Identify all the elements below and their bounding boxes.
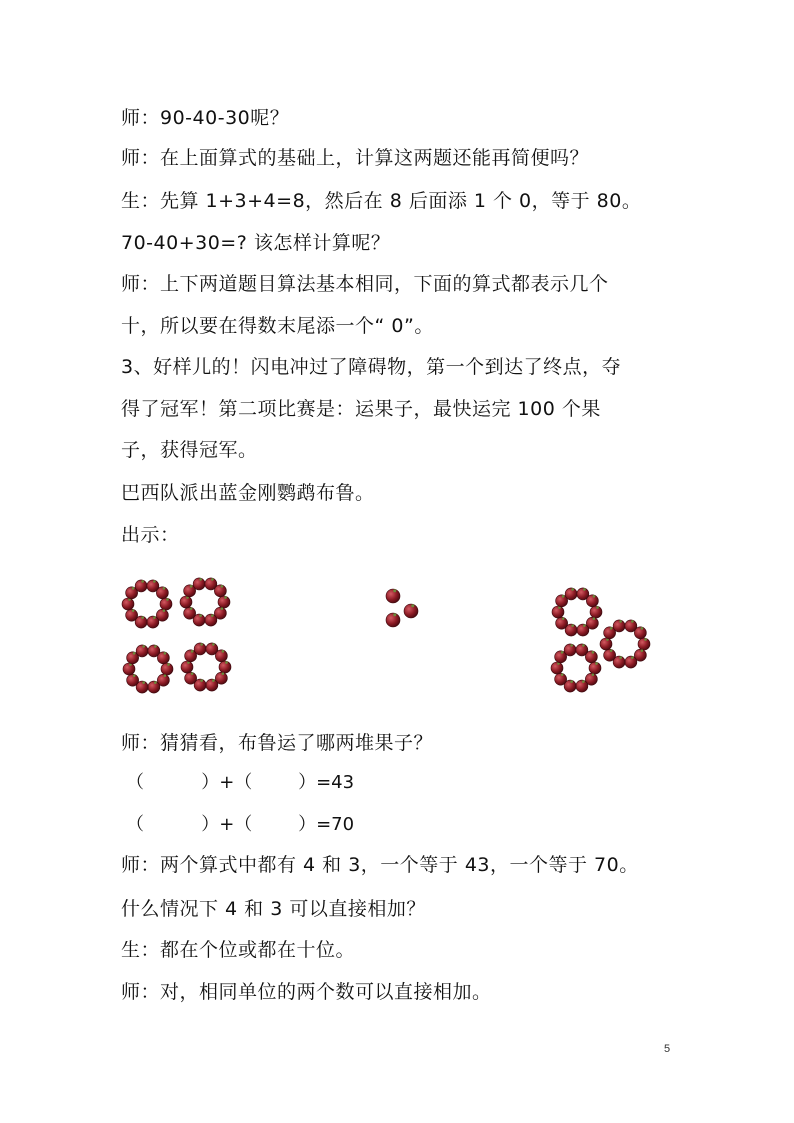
single-berry-2-stem — [411, 604, 414, 607]
ring-b-2-berry — [634, 627, 646, 639]
ring-b-1-berry — [590, 606, 602, 618]
ring-b-3-berry-stem — [561, 673, 564, 676]
ring-3-berry-stem — [164, 674, 167, 677]
ring-1-berry — [122, 598, 134, 610]
ring-2-berry-stem — [190, 585, 193, 588]
formula-70: （ ）+（ ）=70 — [126, 814, 355, 835]
text-line-13: 师：两个算式中都有 4 和 3，一个等于 43，一个等于 70。 — [121, 854, 639, 876]
ring-3 — [123, 645, 173, 693]
ring-2-berry — [205, 614, 217, 626]
ring-3-berry — [123, 663, 135, 675]
text-line-16: 师：对，相同单位的两个数可以直接相加。 — [121, 981, 492, 1003]
ring-b-3 — [551, 644, 601, 692]
ring-3-berry — [148, 681, 160, 693]
ring-1-berry-stem — [132, 609, 135, 612]
ring-b-1-berry-stem — [571, 588, 574, 591]
ring-4-berry — [181, 661, 193, 673]
ring-b-3-berry — [564, 644, 576, 656]
ring-b-1-berry-stem — [571, 624, 574, 627]
ring-b-1-berry — [565, 588, 577, 600]
text-line-2: 师：在上面算式的基础上，计算这两题还能再简便吗？ — [121, 147, 590, 169]
single-berry-1 — [386, 589, 400, 603]
text-line-8: 得了冠军！第二项比赛是：运果子，最快运完 100 个果 — [121, 398, 601, 420]
three-singles-group — [386, 589, 418, 627]
ring-4-berry-stem — [225, 661, 228, 664]
ring-b-2-berry-stem — [610, 649, 613, 652]
ring-1-berry — [160, 598, 172, 610]
ring-1-berry-stem — [153, 616, 156, 619]
ring-3-berry-stem — [154, 681, 157, 684]
ring-2-berry — [180, 596, 192, 608]
text-line-1: 师：90-40-30呢？ — [121, 107, 290, 129]
ring-1-berry-stem — [166, 598, 169, 601]
ring-4-berry-stem — [191, 650, 194, 653]
ring-3-berry-stem — [133, 652, 136, 655]
ring-b-3-berry — [576, 680, 588, 692]
ring-2-berry-stem — [221, 585, 224, 588]
text-line-12: 师：猜猜看，布鲁运了哪两堆果子？ — [121, 732, 434, 754]
ring-4-berry — [215, 650, 227, 662]
text-line-3: 生：先算 1+3+4=8，然后在 8 后面添 1 个 0，等于 80。 — [121, 190, 642, 212]
ring-b-2-berry-stem — [631, 656, 634, 659]
ring-4-berry-stem — [222, 650, 225, 653]
ring-b-2-berry-stem — [641, 649, 644, 652]
ring-b-1-berry-stem — [593, 595, 596, 598]
ring-4-berry-stem — [212, 643, 215, 646]
ring-b-2-berry-stem — [610, 627, 613, 630]
ring-2-berry — [214, 585, 226, 597]
ring-b-3-berry-stem — [592, 651, 595, 654]
ring-1-berry-stem — [153, 580, 156, 583]
ring-2-berry-stem — [211, 614, 214, 617]
ring-3-berry — [161, 663, 173, 675]
ring-2-berry — [218, 596, 230, 608]
fruit-piles-figure — [110, 572, 670, 712]
single-berry-3 — [386, 613, 400, 627]
ring-b-1-berry-stem — [562, 617, 565, 620]
ring-2-berry-stem — [224, 596, 227, 599]
ring-b-3-berry-stem — [561, 651, 564, 654]
ring-b-2-berry — [625, 656, 637, 668]
ring-2-berry-stem — [190, 607, 193, 610]
three-rings-group — [551, 588, 650, 692]
ring-b-3-berry-stem — [570, 680, 573, 683]
text-line-5: 师：上下两道题目算法基本相同，下面的算式都表示几个 — [121, 273, 609, 295]
ring-4-berry — [206, 679, 218, 691]
ring-b-2 — [600, 620, 650, 668]
ring-b-3-berry — [589, 662, 601, 674]
text-line-4: 70-40+30=? 该怎样计算呢？ — [121, 232, 391, 254]
ring-3-berry-stem — [142, 645, 145, 648]
ring-1-berry — [156, 587, 168, 599]
ring-1-berry-stem — [141, 616, 144, 619]
ring-b-3-berry — [585, 651, 597, 663]
ring-b-2-berry — [638, 638, 650, 650]
ring-b-3-berry-stem — [582, 644, 585, 647]
ring-b-2-berry — [613, 620, 625, 632]
ring-b-1-berry — [586, 595, 598, 607]
ring-b-2-berry-stem — [644, 638, 647, 641]
ring-4 — [181, 643, 231, 691]
ring-b-1-berry — [577, 624, 589, 636]
ring-3-berry-stem — [167, 663, 170, 666]
ring-4-berry-stem — [222, 672, 225, 675]
ring-b-1-berry-stem — [583, 624, 586, 627]
text-line-10: 巴西队派出蓝金刚鹦鹉布鲁。 — [121, 482, 375, 504]
ring-2-berry — [193, 578, 205, 590]
page-number: 5 — [664, 1043, 671, 1055]
formula-43: （ ）+（ ）=43 — [126, 772, 355, 793]
text-line-7: 3、好样儿的！闪电冲过了障碍物，第一个到达了终点，夺 — [121, 356, 622, 378]
ring-b-3-berry-stem — [592, 673, 595, 676]
text-line-9: 子，获得冠军。 — [121, 439, 258, 461]
ring-b-3-berry-stem — [570, 644, 573, 647]
ring-2-berry-stem — [221, 607, 224, 610]
ring-b-2-berry — [604, 649, 616, 661]
ring-4-berry — [185, 672, 197, 684]
text-line-11: 出示： — [121, 524, 180, 546]
ring-1-berry-stem — [163, 609, 166, 612]
ring-1-berry-stem — [163, 587, 166, 590]
ring-1-berry-stem — [141, 580, 144, 583]
ring-1-berry — [126, 609, 138, 621]
ring-b-1-berry — [552, 606, 564, 618]
text-line-6: 十，所以要在得数末尾添一个“ 0”。 — [121, 315, 434, 337]
ring-2-berry-stem — [199, 578, 202, 581]
ring-4-berry — [219, 661, 231, 673]
ring-b-1 — [552, 588, 602, 636]
ring-b-1-berry — [556, 617, 568, 629]
ring-1-berry-stem — [132, 587, 135, 590]
ring-b-1-berry-stem — [583, 588, 586, 591]
ring-2 — [180, 578, 230, 626]
ring-4-berry-stem — [212, 679, 215, 682]
ring-3-berry-stem — [133, 674, 136, 677]
ring-1-berry — [147, 616, 159, 628]
ring-b-2-berry-stem — [619, 656, 622, 659]
text-line-15: 生：都在个位或都在十位。 — [121, 939, 356, 961]
ring-3-berry — [127, 674, 139, 686]
ring-b-3-berry — [555, 673, 567, 685]
ring-4-berry-stem — [200, 679, 203, 682]
single-berry-2 — [404, 604, 418, 618]
text-line-14: 什么情况下 4 和 3 可以直接相加？ — [121, 898, 426, 920]
ring-b-3-berry — [551, 662, 563, 674]
single-berry-3-stem — [393, 613, 396, 616]
ring-4-berry — [194, 643, 206, 655]
ring-b-3-berry-stem — [582, 680, 585, 683]
ring-b-1-berry-stem — [562, 595, 565, 598]
four-rings-group — [122, 578, 231, 693]
single-berry-1-stem — [393, 589, 396, 592]
ring-1-berry — [135, 580, 147, 592]
ring-3-berry-stem — [164, 652, 167, 655]
ring-1 — [122, 580, 172, 628]
ring-b-2-berry-stem — [641, 627, 644, 630]
ring-4-berry-stem — [191, 672, 194, 675]
ring-b-2-berry-stem — [619, 620, 622, 623]
ring-2-berry-stem — [211, 578, 214, 581]
ring-b-1-berry-stem — [593, 617, 596, 620]
ring-2-berry — [184, 607, 196, 619]
ring-b-1-berry-stem — [596, 606, 599, 609]
ring-3-berry — [136, 645, 148, 657]
ring-b-2-berry-stem — [631, 620, 634, 623]
ring-2-berry-stem — [199, 614, 202, 617]
ring-3-berry-stem — [142, 681, 145, 684]
ring-b-3-berry-stem — [595, 662, 598, 665]
ring-3-berry-stem — [154, 645, 157, 648]
ring-b-2-berry — [600, 638, 612, 650]
ring-4-berry-stem — [200, 643, 203, 646]
ring-3-berry — [157, 652, 169, 664]
